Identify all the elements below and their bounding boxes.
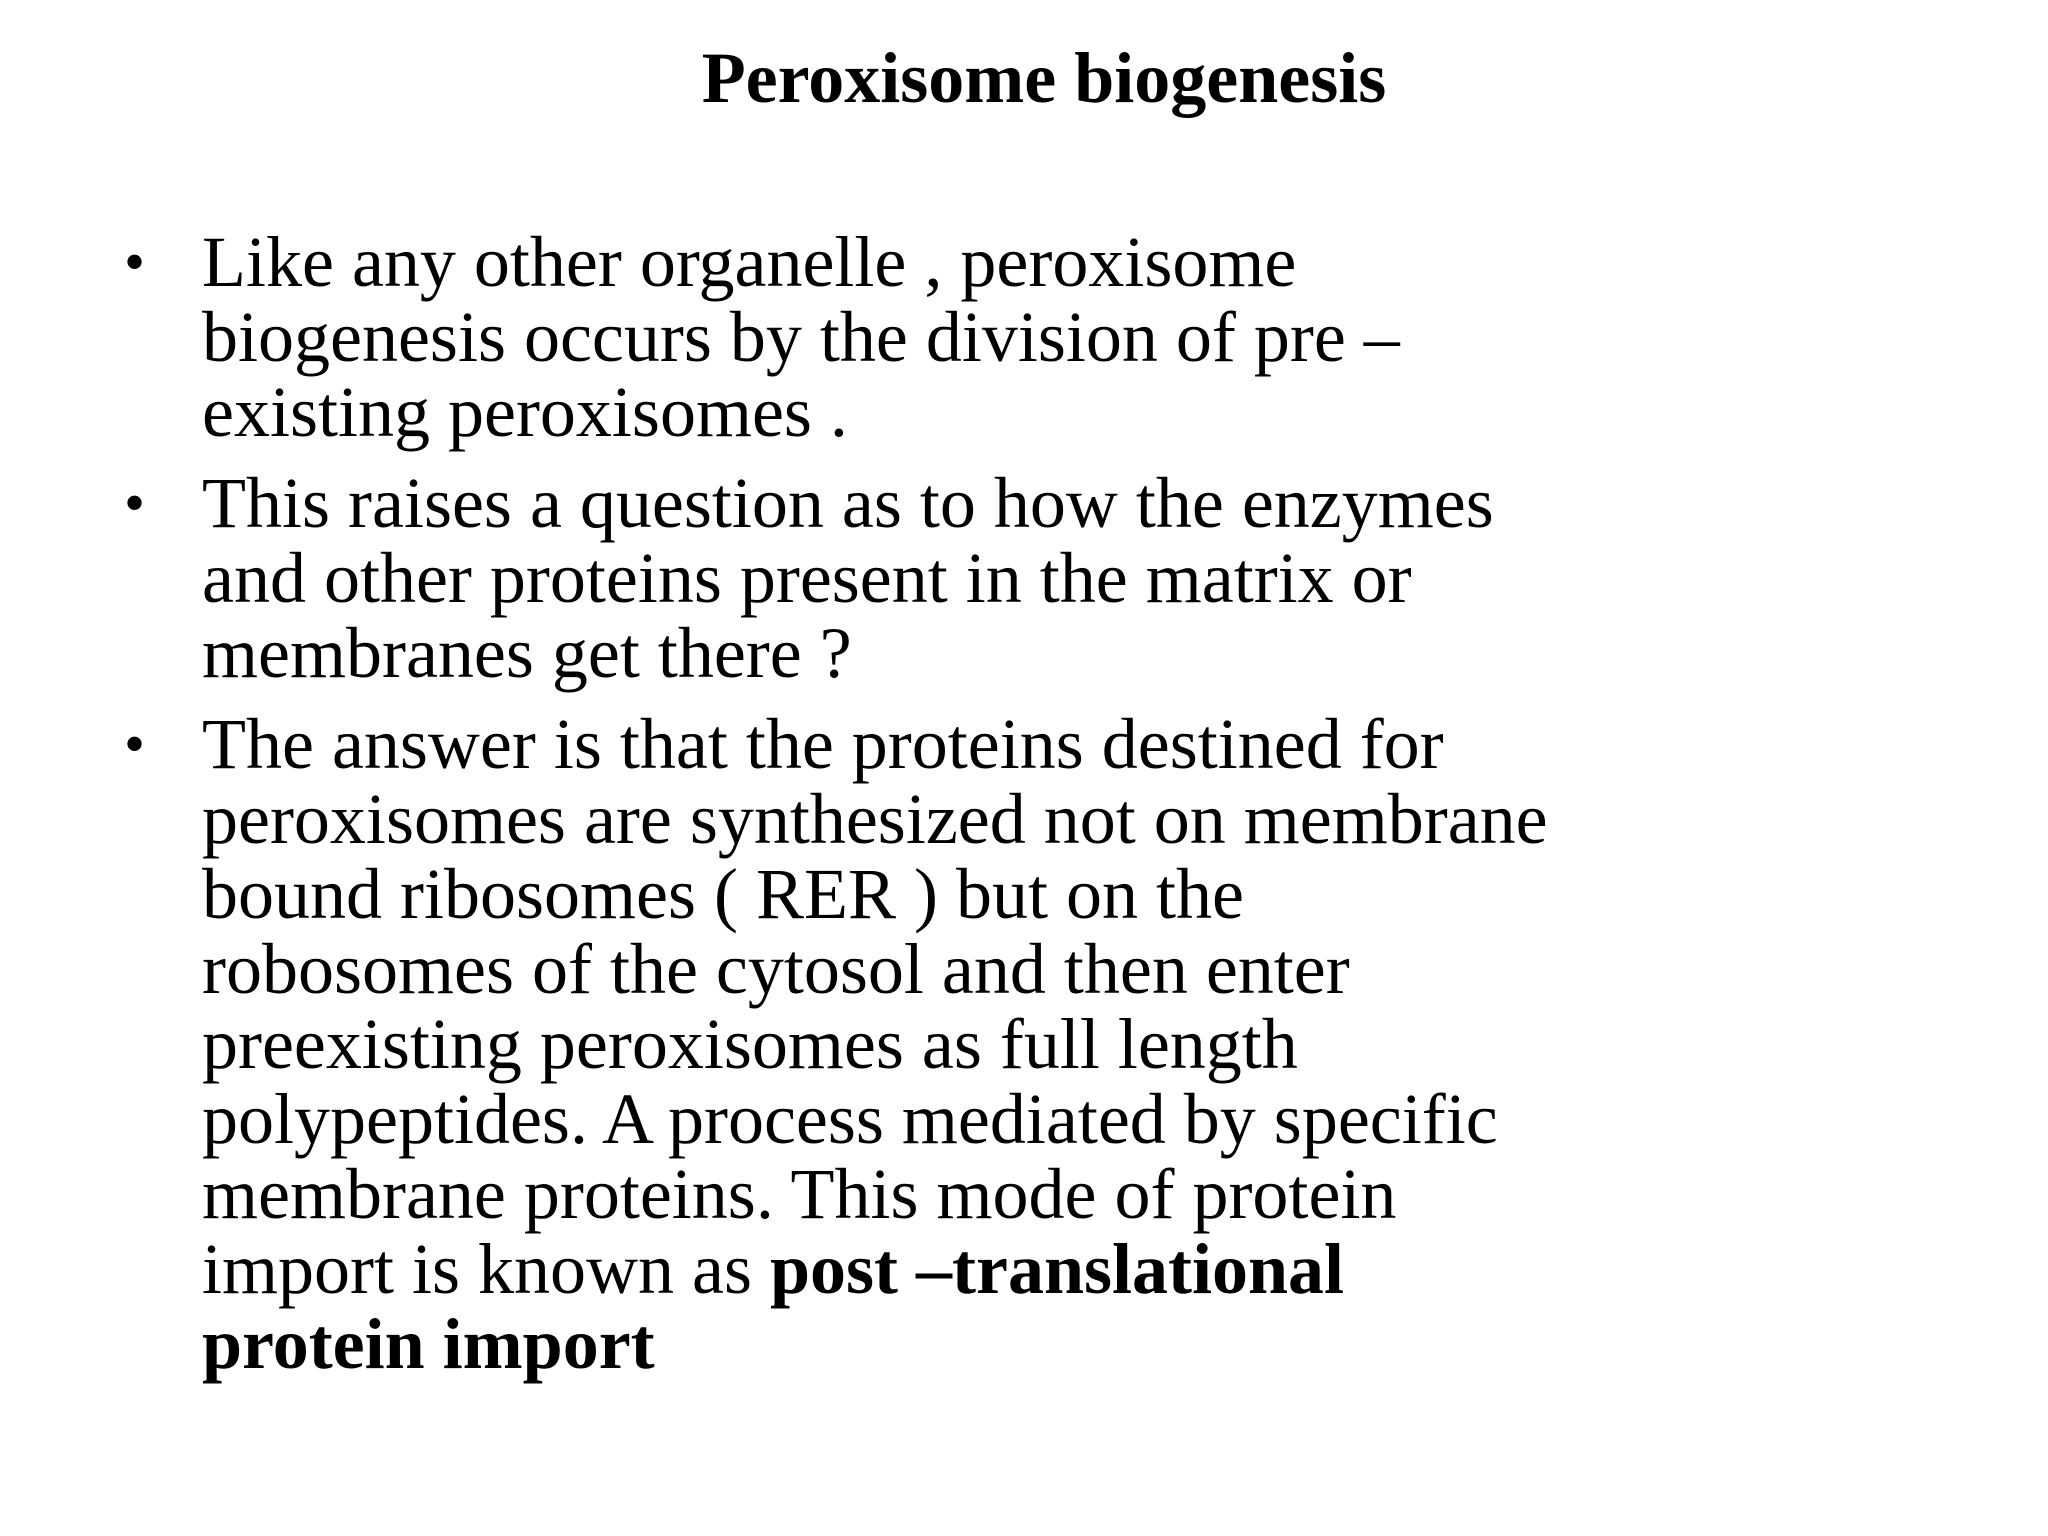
list-item [120, 463, 1560, 693]
slide-title: Peroxisome biogenesis [701, 38, 1387, 118]
list-item [120, 704, 1560, 1384]
bullet-bold-term: post –translational protein import [202, 1229, 1345, 1384]
bullet-text: Like any other organelle , peroxisome biogenesis occurs by the division of pre –existing peroxisomes . [202, 222, 1400, 452]
bullet-icon: • [124, 229, 146, 295]
bullet-icon: • [124, 470, 146, 536]
bullet-text: The answer is that the proteins destined for peroxisomes are synthesized not on membrane bound ribosomes ( RER ) but on the robosomes of the cytosol and then enter preexisting peroxisomes as full length polypeptides. A process mediated by specific membrane proteins. This mode of protein import is known as [202, 704, 1548, 1309]
list-item [120, 222, 1560, 452]
bullet-icon: • [124, 711, 146, 777]
bullet-list [120, 222, 1560, 1398]
bullet-text: This raises a question as to how the enzymes and other proteins present in the matrix or membranes get there ? [202, 463, 1494, 693]
